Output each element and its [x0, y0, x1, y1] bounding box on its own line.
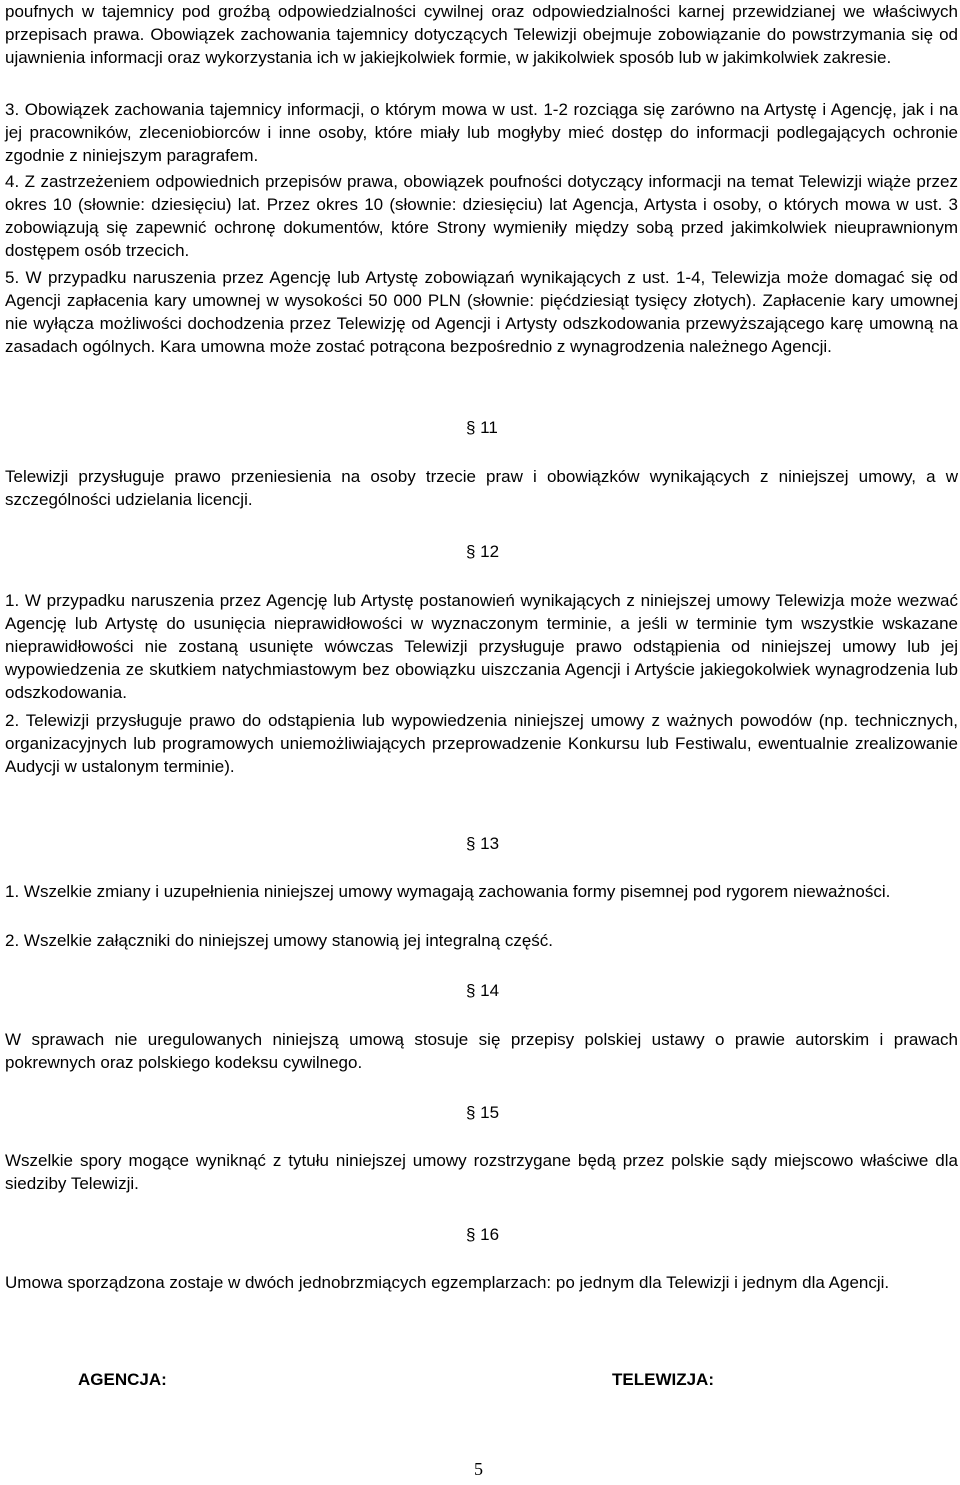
- signature-label-television: TELEWIZJA:: [612, 1370, 714, 1389]
- section-12-heading: § 12: [466, 542, 500, 561]
- paragraph-5: 5. W przypadku naruszenia przez Agencję lub Artystę zobowiązań wynikających z ust. 1-4, Telewizja może domagać się od Agencji zapłacenia kary umownej w wysokości 50 000 PLN (słownie: pięćdziesiąt tysięcy złotych). Zapłacenie kary umownej nie wyłącza możliwości dochodzenia przez Telewizję od Agencji i Artysty odszkodowania przewyższającego karę umowną na zasadach ogólnych. Kara umowna może zostać potrącona bezpośrednio z wynagrodzenia należnego Agencji.: [5, 268, 958, 356]
- section-13-paragraph-2: 2. Wszelkie załączniki do niniejszej umowy stanowią jej integralną część.: [5, 931, 554, 950]
- section-12-paragraph-2: 2. Telewizji przysługuje prawo do odstąpienia lub wypowiedzenia niniejszej umowy z ważnych powodów (np. technicznych, organizacyjnych lub programowych uniemożliwiających przeprowadzenie Konkursu lub Festiwalu, ewentualnie zrealizowanie Audycji w ustalonym terminie).: [5, 711, 958, 776]
- paragraph-4: 4. Z zastrzeżeniem odpowiednich przepisów prawa, obowiązek poufności dotyczący informacji na temat Telewizji wiąże przez okres 10 (słownie: dziesięciu) lat. Przez okres 10 (słownie: dziesięciu) lat Agencja, Artysta i osoby, o których mowa w ust. 3 zobowiązują się zapewnić ochronę dokumentów, które Strony wymieniły między sobą przed jakimkolwiek nieuprawnionym dostępem osób trzecich.: [5, 172, 958, 260]
- signature-label-agency: AGENCJA:: [78, 1370, 167, 1389]
- section-14-heading: § 14: [466, 981, 500, 1000]
- section-16-heading: § 16: [466, 1225, 500, 1244]
- section-16-text: Umowa sporządzona zostaje w dwóch jednobrzmiących egzemplarzach: po jednym dla Telewizji i jednym dla Agencji.: [5, 1273, 890, 1292]
- section-13-heading: § 13: [466, 834, 500, 853]
- section-15-text: Wszelkie spory mogące wyniknąć z tytułu niniejszej umowy rozstrzygane będą przez polskie sądy miejscowo właściwe dla siedziby Telewizji.: [5, 1151, 958, 1193]
- section-15-heading: § 15: [466, 1103, 500, 1122]
- section-12-paragraph-1: 1. W przypadku naruszenia przez Agencję lub Artystę postanowień wynikających z niniejszej umowy Telewizja może wezwać Agencję lub Artystę do usunięcia nieprawidłowości w wyznaczonym terminie, a jeśli w terminie tym wszystkie wskazane nieprawidłowości nie zostaną usunięte wówczas Telewizji przysługuje prawo odstąpienia od niniejszej umowy lub jej wypowiedzenia ze skutkiem natychmiastowym bez obowiązku uiszczania Agencji i Artyście jakiegokolwiek wynagrodzenia lub odszkodowania.: [5, 591, 958, 702]
- section-13-paragraph-1: 1. Wszelkie zmiany i uzupełnienia niniejszej umowy wymagają zachowania formy pisemnej pod rygorem nieważności.: [5, 882, 891, 901]
- paragraph-confidentiality-intro: poufnych w tajemnicy pod groźbą odpowiedzialności cywilnej oraz odpowiedzialności karnej przewidzianej we właściwych przepisach prawa. Obowiązek zachowania tajemnicy dotyczących Telewizji obejmuje zobowiązanie do powstrzymania się od ujawnienia informacji oraz wykorzystania ich w jakiejkolwiek formie, w jakikolwiek sposób lub w jakimkolwiek zakresie.: [5, 2, 958, 67]
- page-number: 5: [474, 1459, 483, 1479]
- section-11-text: Telewizji przysługuje prawo przeniesienia na osoby trzecie praw i obowiązków wynikających z niniejszej umowy, a w szczególności udzielania licencji.: [5, 467, 958, 509]
- section-11-heading: § 11: [466, 418, 498, 437]
- paragraph-3: 3. Obowiązek zachowania tajemnicy informacji, o którym mowa w ust. 1-2 rozciąga się zarówno na Artystę i Agencję, jak i na jej pracowników, zleceniobiorców i inne osoby, które miały lub mogłyby mieć dostęp do informacji podlegających ochronie zgodnie z niniejszym paragrafem.: [5, 100, 958, 165]
- section-14-text: W sprawach nie uregulowanych niniejszą umową stosuje się przepisy polskiej ustawy o prawie autorskim i prawach pokrewnych oraz polskiego kodeksu cywilnego.: [5, 1030, 958, 1072]
